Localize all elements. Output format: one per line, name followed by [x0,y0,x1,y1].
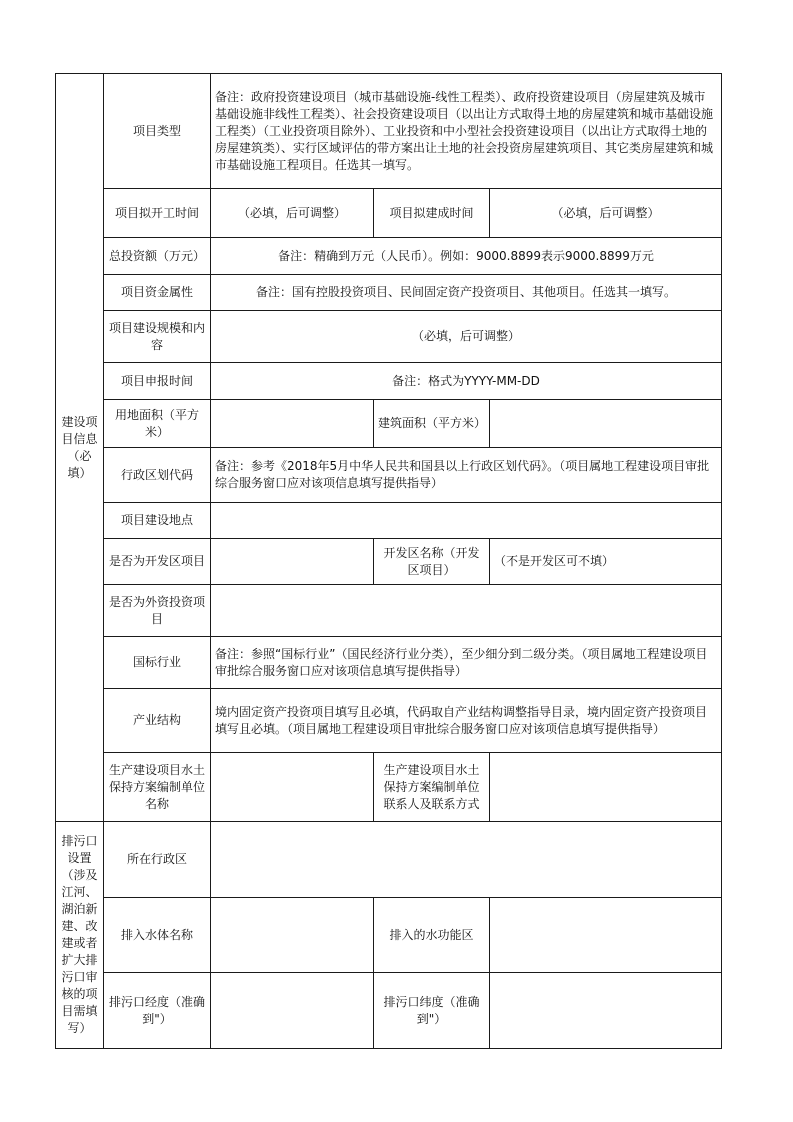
dev-zone-name-field[interactable]: （不是开发区可不填） [490,539,722,585]
row-declare-time [56,363,722,400]
project-info-form [55,73,722,1049]
declare-time-label: 项目申报时间 [104,363,211,400]
land-area-label: 用地面积（平方米） [104,400,211,448]
row-scale [56,311,722,363]
soil-unit-label: 生产建设项目水土保持方案编制单位名称 [104,753,211,822]
section-construction-info-title: 建设项目信息（必填） [56,74,104,822]
location-field[interactable] [211,503,722,539]
row-structure [56,689,722,753]
district-field[interactable] [211,822,722,898]
longitude-label: 排污口经度（准确到"） [104,973,211,1049]
latitude-field[interactable] [490,973,722,1049]
row-location [56,503,722,539]
fund-attribute-label: 项目资金属性 [104,275,211,311]
dev-zone-field[interactable] [211,539,374,585]
row-district [56,822,722,898]
division-code-field[interactable]: 备注：参考《2018年5月中华人民共和国县以上行政区划代码》。（项目属地工程建设项目审批综合服务窗口应对该项信息填写提供指导） [211,448,722,503]
soil-contact-label: 生产建设项目水土保持方案编制单位联系人及联系方式 [374,753,490,822]
soil-unit-field[interactable] [211,753,374,822]
total-investment-label: 总投资额（万元） [104,238,211,275]
land-area-field[interactable] [211,400,374,448]
building-area-label: 建筑面积（平方米） [374,400,490,448]
soil-contact-field[interactable] [490,753,722,822]
completion-time-field[interactable]: （必填，后可调整） [490,189,722,238]
foreign-label: 是否为外资投资项目 [104,585,211,637]
start-time-label: 项目拟开工时间 [104,189,211,238]
scale-field[interactable]: （必填，后可调整） [211,311,722,363]
row-project-type [56,74,722,189]
row-total-investment [56,238,722,275]
project-type-label: 项目类型 [104,74,211,189]
project-type-note[interactable]: 备注：政府投资建设项目（城市基础设施-线性工程类）、政府投资建设项目（房屋建筑及城市基础设施非线性工程类）、社会投资建设项目（以出让方式取得土地的房屋建筑和城市基础设施工程类）（工业投资项目除外）、工业投资和中小型社会投资建设项目（以出让方式取得土地的房屋建筑类）、实行区域评估的带方案出让土地的社会投资房屋建筑项目、其它类房屋建筑和城市基础设施工程项目。任选其一填写。 [211,74,722,189]
row-fund-attribute [56,275,722,311]
water-body-label: 排入水体名称 [104,898,211,973]
water-function-label: 排入的水功能区 [374,898,490,973]
industry-field[interactable]: 备注：参照“国标行业”（国民经济行业分类），至少细分到二级分类。（项目属地工程建设项目审批综合服务窗口应对该项信息填写提供指导） [211,637,722,689]
section-outfall-title: 排污口设置（涉及江河、湖泊新建、改建或者扩大排污口审核的项目需填写） [56,822,104,1049]
row-industry [56,637,722,689]
completion-time-label: 项目拟建成时间 [374,189,490,238]
row-start-time [56,189,722,238]
structure-label: 产业结构 [104,689,211,753]
total-investment-field[interactable]: 备注：精确到万元（人民币）。例如：9000.8899表示9000.8899万元 [211,238,722,275]
row-division-code [56,448,722,503]
foreign-field[interactable] [211,585,722,637]
row-dev-zone [56,539,722,585]
water-body-field[interactable] [211,898,374,973]
latitude-label: 排污口纬度（准确到"） [374,973,490,1049]
row-water-body [56,898,722,973]
dev-zone-name-label: 开发区名称（开发区项目） [374,539,490,585]
district-label: 所在行政区 [104,822,211,898]
industry-label: 国标行业 [104,637,211,689]
division-code-label: 行政区划代码 [104,448,211,503]
structure-field[interactable]: 境内固定资产投资项目填写且必填，代码取自产业结构调整指导目录，境内固定资产投资项目填写且必填。（项目属地工程建设项目审批综合服务窗口应对该项信息填写提供指导） [211,689,722,753]
row-foreign [56,585,722,637]
fund-attribute-field[interactable]: 备注：国有控股投资项目、民间固定资产投资项目、其他项目。任选其一填写。 [211,275,722,311]
location-label: 项目建设地点 [104,503,211,539]
dev-zone-label: 是否为开发区项目 [104,539,211,585]
start-time-field[interactable]: （必填，后可调整） [211,189,374,238]
scale-label: 项目建设规模和内容 [104,311,211,363]
row-soil-unit [56,753,722,822]
declare-time-field[interactable]: 备注：格式为YYYY-MM-DD [211,363,722,400]
row-area [56,400,722,448]
water-function-field[interactable] [490,898,722,973]
longitude-field[interactable] [211,973,374,1049]
row-coords [56,973,722,1049]
building-area-field[interactable] [490,400,722,448]
